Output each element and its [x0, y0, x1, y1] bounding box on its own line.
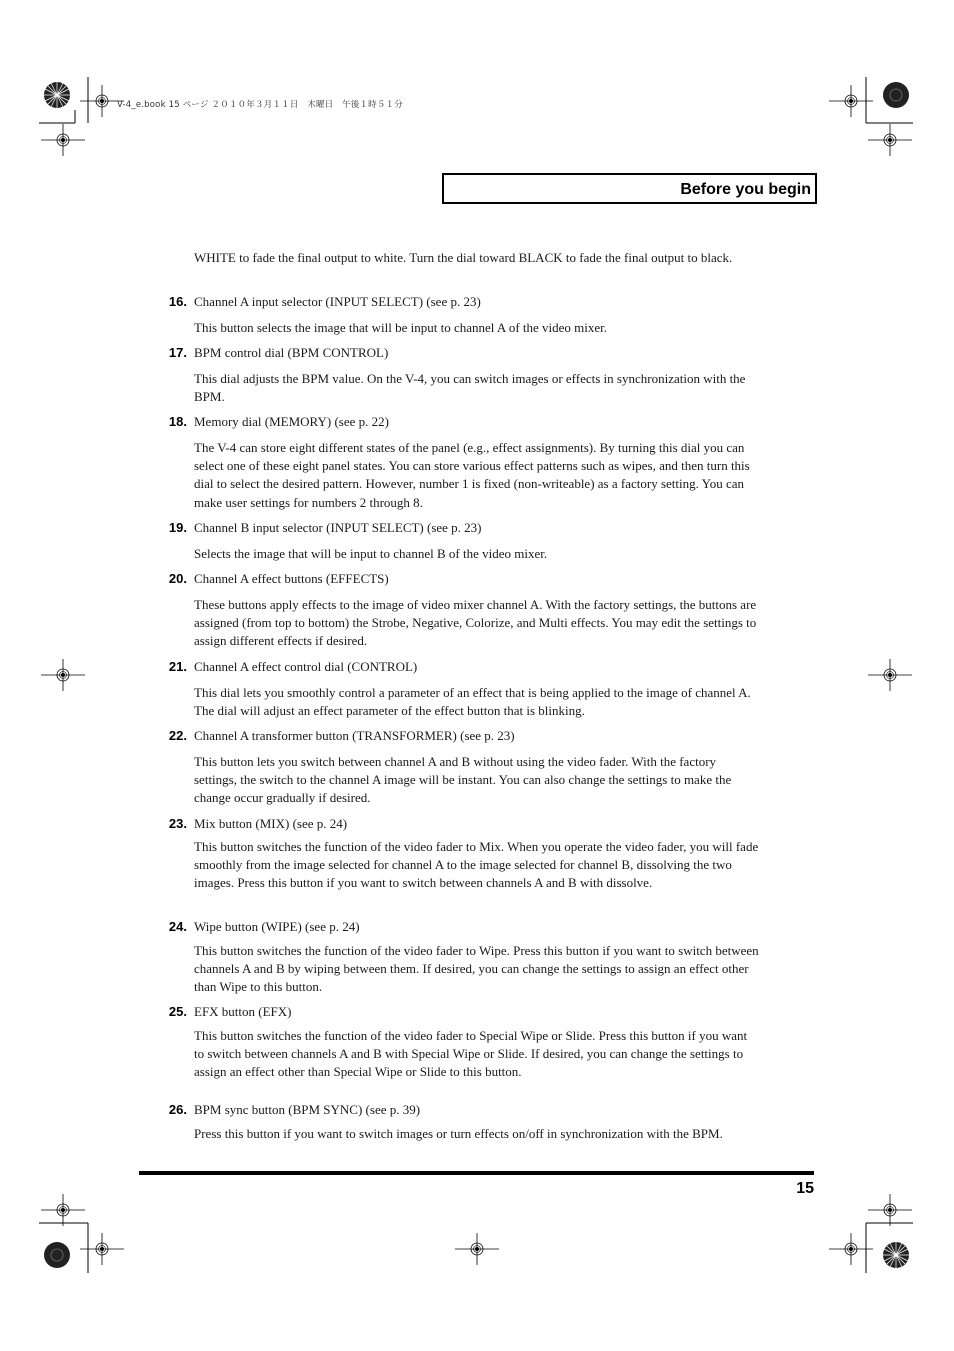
item-number: 17. — [168, 345, 187, 360]
registration-dot-bottom-left — [44, 1242, 70, 1268]
item-description: These buttons apply effects to the image of video mixer channel A. With the factory settings, the buttons are assigned (from top to bottom) the Strobe, Negative, Colorize, and Multi effects. You may edit the settings to assign different effects if desired. — [194, 597, 757, 649]
item-title: Channel A effect buttons (EFFECTS) — [194, 571, 389, 586]
item-number: 25. — [168, 1004, 187, 1019]
item-title: Channel A input selector (INPUT SELECT) (see p. 23) — [194, 294, 481, 309]
item-number: 18. — [168, 414, 187, 429]
intro-paragraph: WHITE to fade the final output to white. Turn the dial toward BLACK to fade the final output to black. — [194, 250, 733, 265]
item-description: This button lets you switch between channel A and B without using the video fader. With the factory settings, the switch to the channel A image will be instant. You can also change the settings to make the change occur gradually if desired. — [194, 754, 732, 806]
item-description: This dial lets you smoothly control a parameter of an effect that is being applied to the image of channel A. The dial will adjust an effect parameter of the effect button that is blinking. — [194, 685, 751, 719]
item-title: Memory dial (MEMORY) (see p. 22) — [194, 414, 389, 429]
item-title: Mix button (MIX) (see p. 24) — [194, 816, 348, 831]
item-description: This dial adjusts the BPM value. On the V-4, you can switch images or effects in synchronization with the BPM. — [194, 371, 746, 405]
item-number: 21. — [168, 659, 187, 674]
page-number: 15 — [796, 1180, 814, 1197]
item-title: BPM sync button (BPM SYNC) (see p. 39) — [194, 1102, 421, 1117]
registration-dot-top-right — [883, 82, 909, 108]
item-description: This button switches the function of the video fader to Mix. When you operate the video fader, you will fade smoothly from the image selected for channel A to the image selected for channel B, dissolving the two images. Press this button if you want to switch between channels A and B with dissolve. — [194, 839, 759, 891]
item-number: 22. — [168, 728, 187, 743]
item-description: This button switches the function of the video fader to Wipe. Press this button if you want to switch between channels A and B by wiping between them. If desired, you can change the settings to assign an effect other than Wipe to this button. — [194, 943, 759, 995]
item-title: Channel A transformer button (TRANSFORMER) (see p. 23) — [194, 728, 515, 743]
item-number: 16. — [168, 294, 187, 309]
item-number: 24. — [168, 919, 187, 934]
registration-starburst-top-left — [44, 82, 70, 108]
item-title: EFX button (EFX) — [194, 1004, 292, 1019]
item-title: Wipe button (WIPE) (see p. 24) — [194, 919, 360, 934]
item-title: Channel B input selector (INPUT SELECT) (see p. 23) — [194, 520, 482, 535]
file-header: V-4_e.book 15 ページ ２０１０年３月１１日 木曜日 午後１時５１分 — [117, 100, 403, 110]
footer-rule — [139, 1171, 814, 1175]
registration-starburst-bottom-right — [883, 1242, 909, 1268]
item-number: 20. — [168, 571, 187, 586]
item-title: BPM control dial (BPM CONTROL) — [194, 345, 389, 360]
section-title: Before you begin — [680, 181, 811, 198]
section-header-box — [442, 173, 817, 204]
item-number: 23. — [168, 816, 187, 831]
item-description: This button selects the image that will be input to channel A of the video mixer. — [194, 320, 608, 335]
item-description: Press this button if you want to switch images or turn effects on/off in synchronization with the BPM. — [194, 1126, 723, 1141]
item-number: 19. — [168, 520, 187, 535]
item-description: Selects the image that will be input to channel B of the video mixer. — [194, 546, 548, 561]
item-description: This button switches the function of the video fader to Special Wipe or Slide. Press this button if you want to switch between channels A and B with Special Wipe or Slide. If desired, you can change the settings to assign an effect other than Special Wipe or Slide to this button. — [194, 1028, 748, 1080]
item-description: The V-4 can store eight different states of the panel (e.g., effect assignments). By turning this dial you can select one of these eight panel states. You can store various effect patterns such as wipes, and then turn this dial to select the desired pattern. However, number 1 is fixed (non-writeable) as a factory setting. You can make user settings for numbers 2 through 8. — [194, 440, 750, 510]
item-number: 26. — [168, 1102, 187, 1117]
item-title: Channel A effect control dial (CONTROL) — [194, 659, 418, 674]
